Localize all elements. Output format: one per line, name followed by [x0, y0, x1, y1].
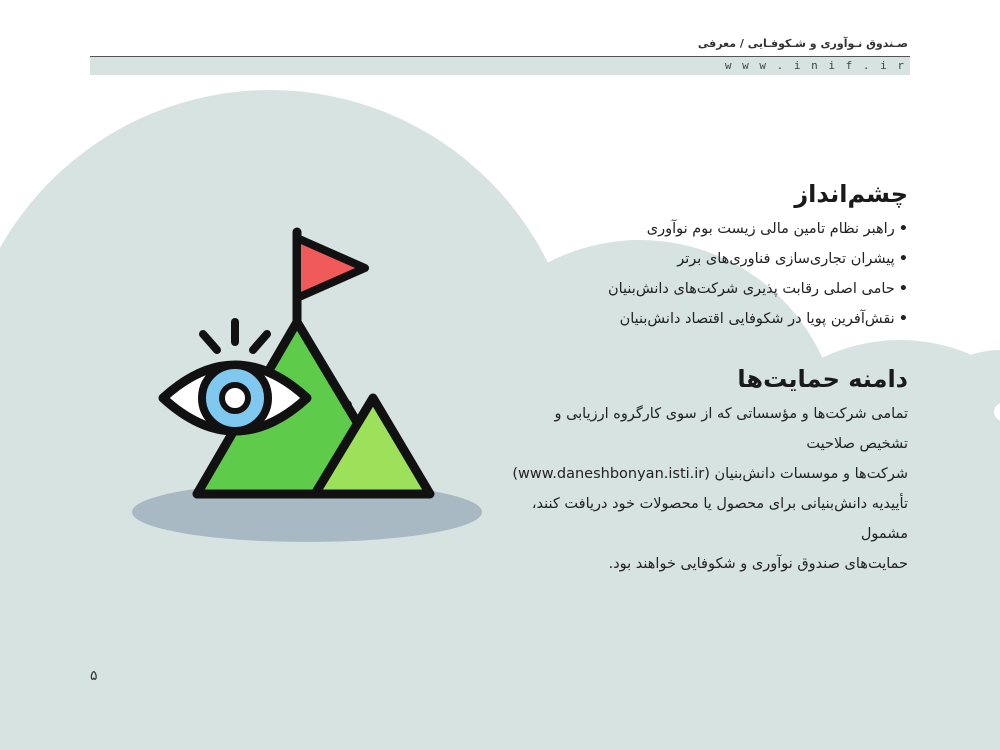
bullet-icon: •	[898, 281, 908, 297]
bullet-icon: •	[898, 251, 908, 267]
scope-title: دامنه حمایت‌ها	[737, 365, 908, 393]
list-item: •پیشران تجاری‌سازی فناوری‌های برتر	[677, 251, 908, 267]
paragraph-line: تأییدیه دانش‌بنیانی برای محصول یا محصولات خود دریافت کنند، مشمول	[531, 496, 908, 542]
scope-paragraph	[508, 399, 908, 579]
vision-section	[508, 180, 908, 334]
paragraph-line: حمایت‌های صندوق نوآوری و شکوفایی خواهند بود.	[608, 556, 908, 572]
header-url[interactable]: w w w . i n i f . i r	[724, 59, 906, 72]
list-item: •راهبر نظام تامین مالی زیست بوم نوآوری	[646, 221, 908, 237]
vision-title: چشم‌انداز	[794, 180, 908, 208]
eye-mountain-flag-icon	[125, 222, 485, 552]
paragraph-line: شرکت‌ها و موسسات دانش‌بنیان (www.daneshbonyan.isti.ir)	[512, 466, 908, 482]
bullet-icon: •	[898, 221, 908, 237]
header-title: صـندوق نـوآوری و شـکوفـایی / معرفی	[697, 37, 908, 50]
paragraph-line: تمامی شرکت‌ها و مؤسساتی که از سوی کارگروه ارزیابی و تشخیص صلاحیت	[554, 406, 908, 452]
vision-list	[508, 214, 908, 334]
bullet-icon: •	[898, 311, 908, 327]
flag-icon	[297, 238, 365, 298]
list-item: •نقش‌آفرین پویا در شکوفایی اقتصاد دانش‌بنیان	[619, 311, 908, 327]
list-item: •حامی اصلی رقابت پذیری شرکت‌های دانش‌بنیان	[607, 281, 908, 297]
scope-section	[508, 365, 908, 579]
page-number: ۵	[90, 668, 98, 684]
